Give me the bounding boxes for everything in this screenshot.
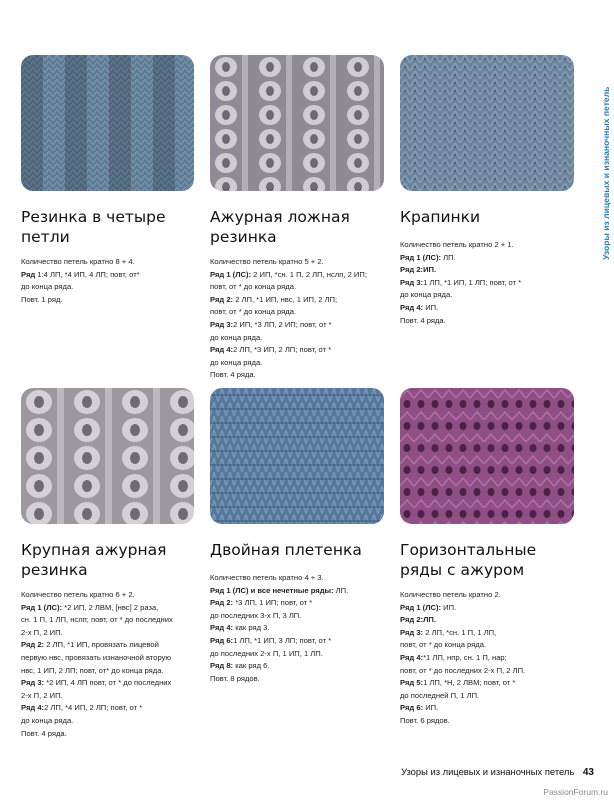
instruction-line [21, 281, 140, 294]
instruction-line [210, 635, 348, 648]
row-text: 2 ЛП, *1 ИП, нвс, 1 ИП, 2 ЛП; [233, 294, 338, 304]
instruction-line [400, 264, 521, 277]
instruction-line [400, 677, 525, 690]
row-label: Ряд 2: [21, 640, 45, 650]
instruction-line [21, 589, 173, 602]
row-text: 2 ЛП, *3 ИП, 2 ЛП; повт, от * [233, 345, 332, 355]
row-text: 2 ЛП, *4 ИП, 2 ЛП; повт, от * [44, 703, 143, 713]
row-label: Ряд 3: [21, 678, 45, 688]
instruction-line [210, 369, 367, 382]
instruction-line [21, 728, 173, 741]
row-text: повт, от * до конца ряда. [210, 307, 297, 317]
row-text: Количество петель кратно 2. [400, 590, 501, 599]
instruction-line [400, 690, 525, 703]
instruction-line [400, 289, 521, 302]
instruction-line [21, 256, 140, 269]
instruction-line [400, 627, 525, 640]
pattern-title-line: петли [21, 228, 70, 246]
row-text: до последних 3-х П, 3 ЛП. [210, 610, 302, 620]
pattern-title-line: Крупная ажурная [21, 541, 167, 559]
row-text: 2 ИП, *3 ЛП, 2 ИП; повт, от * [233, 319, 332, 329]
instruction-line [210, 294, 367, 307]
instruction-line [21, 294, 140, 307]
row-label: Ряд [21, 269, 36, 279]
instruction-line [210, 673, 348, 686]
row-label: Ряд 5: [400, 678, 424, 688]
row-text: Повт. 4 ряда. [21, 728, 67, 738]
row-text: *2 ИП, 2 ЛВМ, [нвс] 2 раза, [62, 602, 159, 612]
pattern-instructions [400, 239, 521, 327]
instruction-line [210, 256, 367, 269]
row-label: Ряд 6: [400, 703, 424, 713]
row-text: повт, от * до конца ряда. [210, 282, 297, 292]
instruction-line [210, 344, 367, 357]
swatch-photo-speckles [400, 55, 574, 191]
row-text: до конца ряда. [210, 332, 263, 342]
instruction-line [400, 315, 521, 328]
row-text: Повт. 4 ряда. [210, 370, 256, 380]
instruction-line [21, 614, 173, 627]
row-label: Ряд 1 (ЛС): [210, 269, 252, 279]
pattern-title-line: Двойная плетенка [210, 541, 362, 559]
instruction-line [400, 302, 521, 315]
instruction-line [21, 677, 173, 690]
pattern-instructions [21, 256, 140, 306]
pattern-title [400, 207, 480, 227]
row-text: повт, от * до конца ряда. [400, 640, 487, 650]
row-label: Ряд 4: [210, 623, 234, 633]
row-label: Ряд 8: [210, 661, 234, 671]
instruction-line [210, 572, 348, 585]
row-text: как ряд 3. [233, 623, 270, 633]
swatch-photo-large-lace-rib [21, 388, 194, 524]
row-text: 2-х П, 2 ИП. [21, 690, 63, 700]
row-text: сн. 1 П, 1 ЛП, нслп; повт, от * до последних [21, 615, 173, 625]
pattern-title-line: Резинка в четыре [21, 208, 166, 226]
swatch-photo-horizontal-eyelet-rows [400, 388, 574, 524]
instruction-line [400, 602, 525, 615]
pattern-title-line: ряды с ажуром [400, 561, 525, 579]
swatch-photo-double-weave [210, 388, 384, 524]
row-text: Повт. 6 рядов. [400, 715, 450, 725]
row-text: до конца ряда. [21, 715, 74, 725]
row-text: Количество петель кратно 5 + 2. [210, 257, 324, 266]
pattern-instructions [400, 589, 525, 728]
instruction-line [400, 252, 521, 265]
row-label: Ряд 1 (ЛС): [400, 252, 442, 262]
row-text: *1 ЛП, нпр, сн. 1 П, нар; [423, 652, 507, 662]
instruction-line [210, 319, 367, 332]
row-text: нвс, 1 ИП, 2 ЛП; повт, от* до конца ряда. [21, 665, 164, 675]
instruction-line [21, 665, 173, 678]
row-label: Ряд 3: [400, 277, 424, 287]
pattern-title-line: резинка [210, 228, 277, 246]
instruction-line [21, 627, 173, 640]
row-label: Ряд 2: [210, 294, 234, 304]
row-text: Количество петель кратно 8 + 4. [21, 257, 135, 266]
pattern-title-line: Ажурная ложная [210, 208, 350, 226]
row-label: Ряд 6: [210, 635, 234, 645]
row-text: 2 ЛП, *1 ИП, провязать лицевой [44, 640, 159, 650]
row-label: Ряд 4: [210, 345, 234, 355]
row-text: до последних 2-х П, 1 ИП, 1 ЛП. [210, 648, 323, 658]
row-text: *2 ИП, 4 ЛП повт, от * до последних [44, 678, 172, 688]
row-label: Ряд 3: [400, 627, 424, 637]
row-label: Ряд 2: [210, 598, 234, 608]
row-text: 1:4 ЛП, *4 ИП, 4 ЛП; повт, от* [35, 269, 140, 279]
row-text: Повт. 1 ряд. [21, 294, 63, 304]
instruction-line [21, 715, 173, 728]
row-label: Ряд 1 (ЛС): [400, 602, 442, 612]
watermark: PassionForum.ru [543, 787, 608, 797]
instruction-line [400, 702, 525, 715]
row-text: ИП. [423, 703, 439, 713]
row-text: повт, от * до последних 2-х П, 2 ЛП. [400, 665, 526, 675]
row-text: ИП. [441, 602, 457, 612]
section-tab-label: Узоры из лицевых и изнаночных петель [601, 86, 611, 260]
instruction-line [400, 239, 521, 252]
swatch-photo-lace-faux-rib [210, 55, 384, 191]
row-text: ИП. [423, 302, 439, 312]
page-footer [401, 766, 594, 778]
instruction-line [400, 715, 525, 728]
pattern-title-line: Крапинки [400, 208, 481, 226]
pattern-title [210, 540, 362, 560]
row-text: до конца ряда. [210, 357, 263, 367]
instruction-line [21, 690, 173, 703]
pattern-title [210, 207, 350, 247]
row-text: 2-х П, 2 ИП. [21, 627, 63, 637]
row-text: до конца ряда. [21, 282, 74, 292]
instruction-line [210, 585, 348, 598]
row-text: как ряд 6. [233, 661, 270, 671]
pattern-instructions [210, 572, 348, 685]
row-text: Количество петель кратно 2 + 1. [400, 240, 514, 249]
instruction-line [400, 652, 525, 665]
instruction-line [400, 614, 525, 627]
pattern-title-line: резинка [21, 561, 88, 579]
row-text: Количество петель кратно 4 + 3. [210, 573, 324, 582]
instruction-line [210, 610, 348, 623]
row-label: Ряд 2:ИП. [400, 265, 437, 275]
instruction-line [21, 269, 140, 282]
row-label: Ряд 1 (ЛС) и все нечетные ряды: [210, 585, 334, 595]
swatch-photo-four-stitch-rib [21, 55, 194, 191]
row-text: до последней П, 1 ЛП. [400, 690, 480, 700]
pattern-instructions [210, 256, 367, 382]
row-text: Повт. 4 ряда. [400, 315, 446, 325]
instruction-line [21, 639, 173, 652]
row-text: 2 ЛП, *сн. 1 П, 1 ЛП, [423, 627, 497, 637]
row-label: Ряд 4: [21, 703, 45, 713]
row-text: ЛП. [441, 252, 456, 262]
row-text: ЛП. [333, 585, 349, 595]
instruction-line [210, 597, 348, 610]
instruction-line [210, 281, 367, 294]
row-label: Ряд 2:ЛП. [400, 615, 436, 625]
instruction-line [21, 702, 173, 715]
row-text: до конца ряда. [400, 290, 453, 300]
page-number: 43 [582, 767, 594, 778]
instruction-line [400, 665, 525, 678]
footer-section-title: Узоры из лицевых и изнаночных петель [401, 766, 575, 777]
instruction-line [210, 357, 367, 370]
pattern-title [21, 540, 166, 580]
pattern-instructions [21, 589, 173, 740]
row-text: Количество петель кратно 6 + 2. [21, 590, 135, 599]
row-label: Ряд 3: [210, 319, 234, 329]
row-label: Ряд 1 (ЛС): [21, 602, 63, 612]
instruction-line [210, 622, 348, 635]
instruction-line [400, 639, 525, 652]
row-text: 1 ЛП, *1 ИП, 1 ЛП; повт, от * [423, 277, 522, 287]
instruction-line [210, 306, 367, 319]
instruction-line [400, 277, 521, 290]
row-text: 1 ЛП, *Н, 2 ЛВМ; повт, от * [423, 678, 516, 688]
row-text: первую нвс, провязать изнаночной вторую [21, 652, 172, 662]
instruction-line [21, 602, 173, 615]
instruction-line [210, 648, 348, 661]
row-text: 1 ЛП, *1 ИП, 3 ЛП; повт, от * [233, 635, 332, 645]
instruction-line [21, 652, 173, 665]
row-label: Ряд 4: [400, 302, 424, 312]
instruction-line [210, 269, 367, 282]
section-tab [584, 52, 611, 262]
pattern-title-line: Горизонтальные [400, 541, 537, 559]
instruction-line [210, 660, 348, 673]
row-text: Повт. 8 рядов. [210, 673, 260, 683]
row-label: Ряд 4: [400, 652, 424, 662]
row-text: *3 ЛП, 1 ИП; повт, от * [233, 598, 313, 608]
pattern-title [21, 207, 166, 247]
instruction-line [400, 589, 525, 602]
row-text: 2 ИП, *сн. 1 П, 2 ЛП, нслп, 2 ИП; [251, 269, 367, 279]
instruction-line [210, 332, 367, 345]
pattern-title [400, 540, 536, 580]
